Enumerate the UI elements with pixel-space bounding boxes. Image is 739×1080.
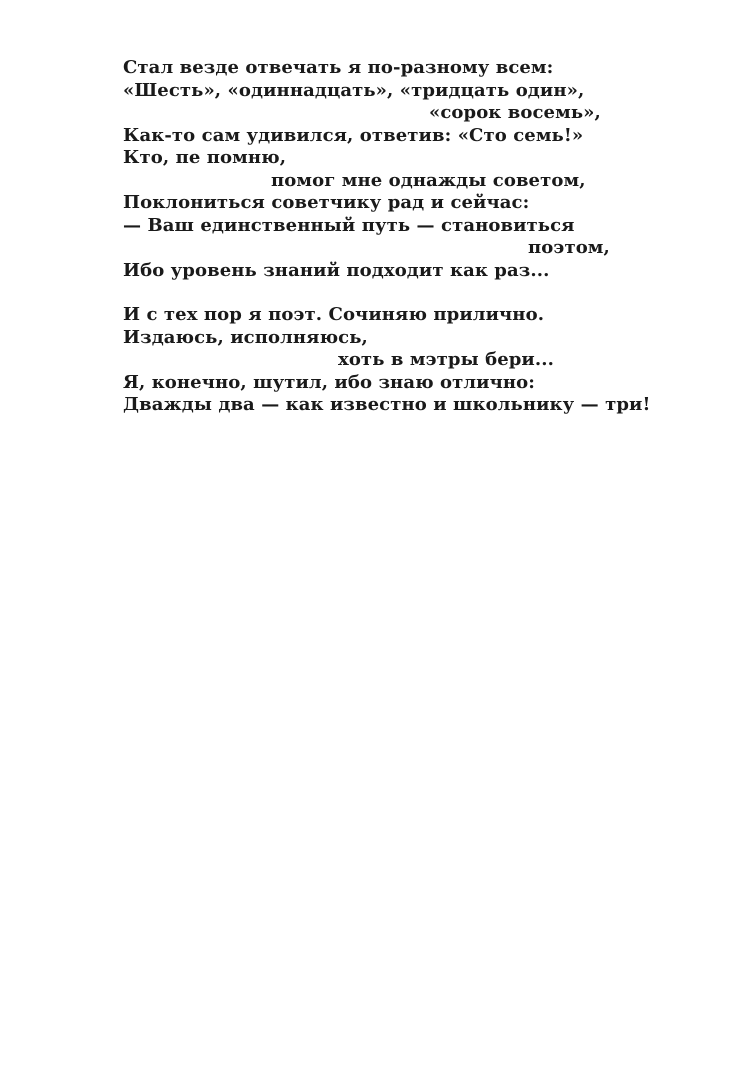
- stanza-break: [123, 282, 623, 304]
- poem-line: Как-то сам удивился, ответив: «Сто семь!»: [123, 124, 584, 146]
- poem-text: [123, 57, 651, 417]
- poem-line: Я, конечно, шутил, ибо знаю отлично:: [123, 371, 536, 393]
- poem-line-indented: поэтом,: [528, 237, 610, 258]
- poem-line: Дважды два — как известно и школьнику — три!: [123, 394, 651, 415]
- poem-line: Поклониться советчику рад и сейчас:: [123, 192, 530, 213]
- stanza-1: [123, 57, 623, 282]
- poem-line-indented: «сорок восемь»,: [429, 102, 601, 123]
- poem-line: — Ваш единственный путь — становиться: [123, 214, 575, 236]
- poem-line-indented: хоть в мэтры бери...: [338, 349, 554, 370]
- poem-line: Издаюсь, исполняюсь,: [123, 326, 368, 348]
- poem-line: «Шесть», «одиннадцать», «тридцать один»,: [123, 79, 585, 101]
- poem-line-indented: помог мне однажды советом,: [271, 169, 586, 191]
- poem-line: И с тех пор я поэт. Сочиняю прилично.: [123, 304, 545, 325]
- poem-line: Кто, пе помню,: [123, 147, 287, 168]
- stanza-2: [123, 304, 651, 417]
- poem-line: Стал везде отвечать я по-разному всем:: [123, 57, 554, 78]
- poem-line: Ибо уровень знаний подходит как раз...: [123, 259, 550, 281]
